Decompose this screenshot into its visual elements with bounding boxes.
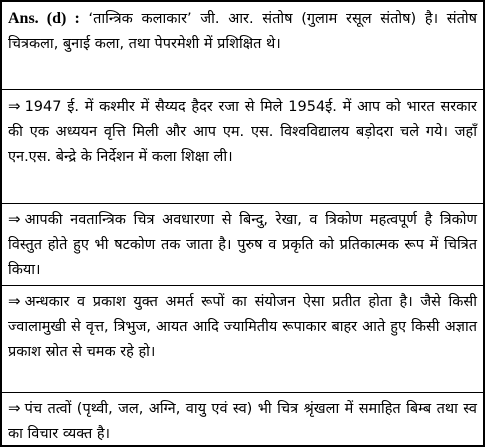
answer-label: Ans. (d) : — [8, 10, 80, 27]
double-arrow-icon: ⇒ — [8, 399, 21, 417]
double-arrow-icon: ⇒ — [8, 210, 21, 228]
point-text: 1947 ई. में कश्मीर में सैय्यद हैदर रजा से मिले 1954ई. में आप को भारत सरकार की एक अध्ययन वृत्ति मिली और आप एम. एस. विश्वविद्यालय बड़ोदरा चले गये। जहाँ एन.एस. बेन्द्रे के निर्देशन में कला शिक्षा ली। — [8, 99, 477, 165]
section-divider — [2, 203, 483, 204]
section-divider — [2, 392, 483, 393]
answer-text: ‘तान्त्रिक कलाकार’ जी. आर. संतोष (गुलाम रसूल संतोष) है। संतोष चित्रकला, बुनाई कला, तथा पेपरमेशी में प्रशिक्षित थे। — [8, 11, 478, 52]
point-item — [8, 396, 477, 447]
point-text: अन्धकार व प्रकाश युक्त अमर्त रूपों का संयोजन ऐसा प्रतीत होता है। जैसे किसी ज्वालामुखी से वृत्त, त्रिभुज, आयत आदि ज्यामितीय रूपाकार बाहर आते हुए किसी अज्ञात प्रकाश स्रोत से चमक रहे हो। — [8, 294, 477, 360]
double-arrow-icon: ⇒ — [8, 292, 21, 310]
double-arrow-icon: ⇒ — [8, 97, 21, 115]
section-divider — [2, 285, 483, 286]
point-item — [8, 94, 477, 170]
point-item — [8, 289, 477, 365]
point-text: आपकी नवतान्त्रिक चित्र अवधारणा से बिन्दु, रेखा, व त्रिकोण महत्वपूर्ण है त्रिकोण विस्तुत होते हुए भी षटकोण तक जाता है। पुरुष व प्रकृति को प्रतिकात्मक रूप में चित्रित किया। — [8, 212, 477, 278]
point-item — [8, 207, 477, 283]
section-divider — [2, 89, 483, 90]
answer-section — [8, 6, 477, 57]
point-text: पंच तत्वों (पृथ्वी, जल, अग्नि, वायु एवं स्व) भी चित्र श्रृंखला में समाहित बिम्ब तथा स्व का विचार व्यक्त है। — [8, 401, 477, 442]
